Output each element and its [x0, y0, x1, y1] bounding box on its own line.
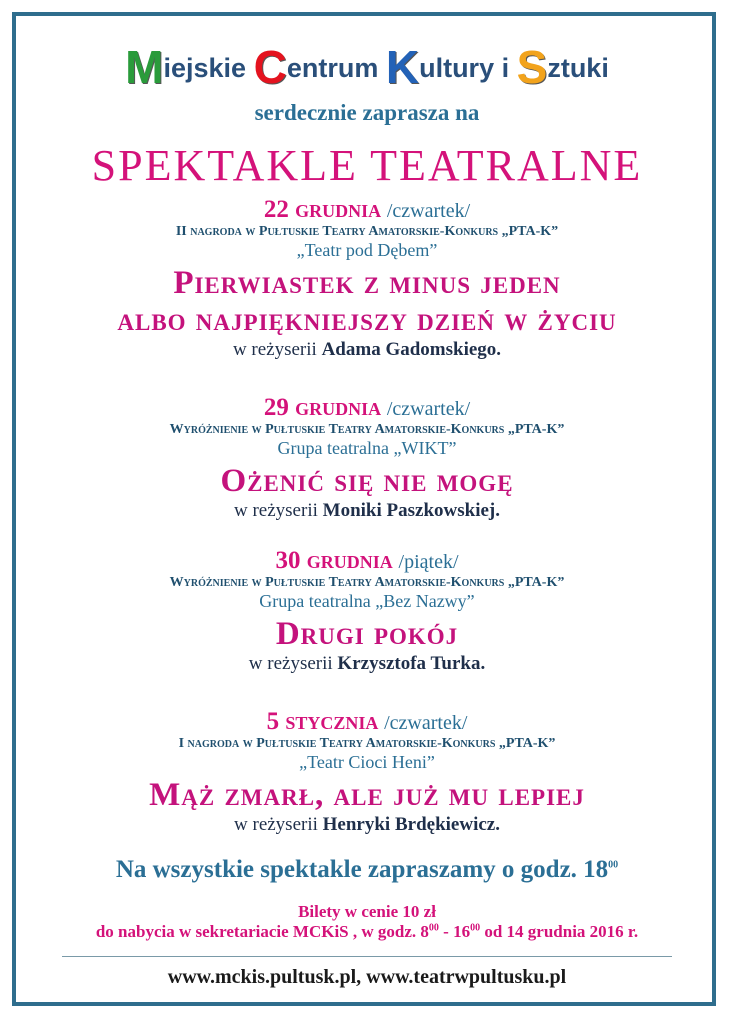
- header-letter-c: C: [253, 41, 287, 93]
- showtime-note: [16, 856, 718, 884]
- event-day: 30 grudnia: [275, 547, 393, 574]
- header-word-1: iejskie: [163, 53, 247, 83]
- event-date: [16, 196, 718, 224]
- event-day: 5 stycznia: [266, 708, 379, 735]
- ticket-sales-sup1: 00: [428, 922, 439, 934]
- event-play-title: Ożenić się nie mogę: [220, 463, 514, 499]
- event-date: [16, 708, 718, 736]
- event-group: „Teatr Cioci Heni”: [299, 752, 435, 772]
- event-director: [16, 814, 718, 836]
- ticket-info: [16, 902, 718, 942]
- director-name: Moniki Paszkowskiej.: [322, 500, 500, 521]
- event-play-title: Pierwiastek z minus jeden: [173, 265, 561, 301]
- event-group: Grupa teatralna „Bez Nazwy”: [259, 591, 475, 611]
- event-date: [16, 547, 718, 575]
- event-play-title: Drugi pokój: [275, 616, 459, 652]
- event-date: [16, 394, 718, 422]
- event-play-subtitle: albo najpiękniejszy dzień w życiu: [117, 302, 617, 338]
- event-weekday: /piątek/: [398, 551, 459, 573]
- event-day: 29 grudnia: [263, 394, 382, 421]
- header-letter-s: S: [516, 41, 548, 93]
- director-prefix: w reżyserii: [248, 653, 333, 674]
- event-award: I nagroda w Pułtuskie Teatry Amatorskie-Konkurs „PTA-K”: [178, 736, 556, 751]
- header-letter-m: M: [125, 41, 164, 93]
- event-3: [16, 547, 718, 675]
- showtime-text: Na wszystkie spektakle zapraszamy o godz. 18: [115, 856, 609, 883]
- invitation-line: serdecznie zaprasza na: [254, 100, 480, 125]
- event-4: [16, 708, 718, 836]
- event-award: Wyróżnienie w Pułtuskie Teatry Amatorskie-Konkurs „PTA-K”: [169, 575, 565, 590]
- showtime-minutes: 00: [608, 859, 619, 871]
- event-award: II nagroda w Pułtuskie Teatry Amatorskie-Konkurs „PTA-K”: [175, 224, 559, 239]
- ticket-sales-sup2: 00: [470, 922, 481, 934]
- event-1: [16, 196, 718, 361]
- ticket-sales-c: od 14 grudnia 2016 r.: [480, 922, 639, 941]
- event-2: [16, 394, 718, 522]
- divider-line: [62, 956, 672, 957]
- event-weekday: /czwartek/: [384, 712, 468, 734]
- director-prefix: w reżyserii: [234, 500, 318, 521]
- event-director: [16, 653, 718, 675]
- event-weekday: /czwartek/: [386, 398, 471, 420]
- header-word-i: i: [501, 53, 510, 83]
- ticket-sales-b: - 16: [438, 922, 471, 941]
- poster-title: SPEKTAKLE TEATRALNE: [91, 141, 643, 190]
- header-word-4: ztuki: [547, 53, 609, 83]
- organizer-header: [16, 40, 718, 94]
- event-group: „Teatr pod Dębem”: [296, 240, 438, 260]
- event-play-title: Mąż zmarł, ale już mu lepiej: [149, 777, 585, 813]
- ticket-sales-a: do nabycia w sekretariacie MCKiS , w godz. 8: [95, 922, 429, 941]
- header-word-2: entrum: [286, 53, 379, 83]
- event-award: Wyróżnienie w Pułtuskie Teatry Amatorskie-Konkurs „PTA-K”: [169, 422, 565, 437]
- ticket-price: Bilety w cenie 10 zł: [298, 902, 436, 921]
- director-prefix: w reżyserii: [234, 814, 318, 835]
- director-name: Henryki Brdękiewicz.: [322, 814, 500, 835]
- event-day: 22 grudnia: [263, 196, 382, 223]
- website-links[interactable]: www.mckis.pultusk.pl, www.teatrwpultusku.pl: [167, 966, 567, 988]
- director-prefix: w reżyserii: [232, 339, 317, 360]
- header-letter-k: K: [385, 41, 420, 93]
- ticket-sales: [16, 922, 718, 942]
- event-director: [16, 500, 718, 522]
- director-name: Adama Gadomskiego.: [321, 339, 502, 360]
- header-word-3: ultury: [419, 53, 495, 83]
- director-name: Krzysztofa Turka.: [337, 653, 486, 674]
- event-director: [16, 339, 718, 361]
- event-weekday: /czwartek/: [386, 200, 471, 222]
- event-group: Grupa teatralna „WIKT”: [277, 438, 457, 458]
